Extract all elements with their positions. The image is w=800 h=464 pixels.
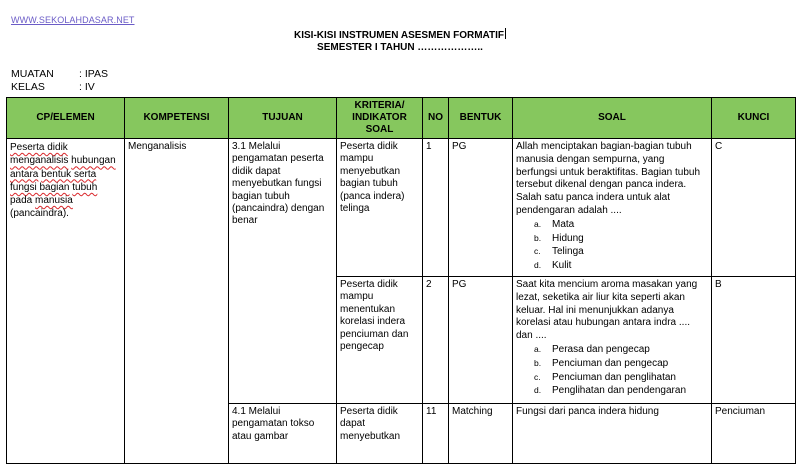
answer-option [534, 384, 707, 398]
document-title: KISI-KISI INSTRUMEN ASESMEN FORMATIF [294, 30, 504, 41]
tujuan-cell: 3.1 Melalui pengamatan peserta didik dapat menyebutkan fungsi bagian tubuh (pancaindra) dengan benar [229, 139, 337, 404]
no-cell: 2 [423, 277, 449, 404]
soal-question: Allah menciptakan bagian-bagian tubuh manusia dengan sempurna, yang berfungsi untuk beraktifitas. Bagian tubuh tersebut dikenal dengan panca indera. Salah satu panca indera untuk alat pendengaran adalah .... [516, 141, 701, 216]
answer-option [534, 357, 707, 371]
soal-question: Saat kita mencium aroma masakan yang lezat, seketika air liur kita seperti akan keluar. Hal ini menunjukkan adanya korelasi atau hubungan antara indra .... dan .... [516, 279, 698, 342]
answer-option [534, 245, 707, 259]
header-kriteria: KRITERIA/ INDIKATOR SOAL [337, 98, 423, 139]
kriteria-cell: Peserta didik dapat menyebutkan [337, 404, 423, 464]
answer-option [534, 259, 707, 273]
kompetensi-cell: Menganalisis [125, 139, 229, 464]
cp-word: bentuk serta [41, 168, 97, 180]
cp-word: hubungan antara [10, 155, 116, 180]
kisi-kisi-table [6, 97, 796, 464]
kunci-cell: Penciuman [712, 404, 796, 464]
soal-question: Fungsi dari panca indera hidung [516, 406, 659, 417]
cp-word: manusia [35, 195, 73, 207]
option-text: Mata [552, 218, 575, 230]
option-mark: d. [534, 385, 542, 396]
site-link[interactable]: WWW.SEKOLAHDASAR.NET [11, 15, 135, 25]
cp-word: fungsi bagian [10, 181, 70, 193]
bentuk-cell: Matching [449, 404, 513, 464]
table-row [7, 139, 796, 277]
header-kompetensi: KOMPETENSI [125, 98, 229, 139]
muatan-label: MUATAN [11, 68, 54, 80]
kelas-label: KELAS [11, 81, 45, 93]
cp-word: Peserta didik [10, 142, 68, 153]
cp-word: pada [10, 195, 33, 207]
kelas-row [11, 81, 95, 94]
no-cell: 11 [423, 404, 449, 464]
answer-option [534, 232, 707, 246]
kriteria-cell: Peserta didik mampu menyebutkan bagian tubuh (panca indera) telinga [337, 139, 423, 277]
text-cursor [505, 28, 506, 39]
answer-option [534, 218, 707, 232]
muatan-row [11, 68, 108, 81]
header-no: NO [423, 98, 449, 139]
table-header-row [7, 98, 796, 139]
option-mark: a. [534, 218, 542, 229]
option-mark: c. [534, 371, 541, 382]
option-text: Perasa dan pengecap [552, 343, 650, 355]
cp-word: tubuh [72, 181, 98, 193]
document-subtitle: SEMESTER I TAHUN ……………….. [317, 42, 483, 53]
header-soal: SOAL [513, 98, 712, 139]
cp-word: (pancaindra). [10, 208, 69, 220]
answer-option [534, 343, 707, 357]
option-mark: b. [534, 357, 542, 368]
kunci-cell: B [712, 277, 796, 404]
kelas-value: : IV [79, 81, 95, 93]
answer-option [534, 371, 707, 385]
header-bentuk: BENTUK [449, 98, 513, 139]
header-cp: CP/ELEMEN [7, 98, 125, 139]
header-tujuan: TUJUAN [229, 98, 337, 139]
option-mark: b. [534, 232, 542, 243]
option-mark: a. [534, 343, 542, 354]
muatan-value: : IPAS [79, 68, 108, 80]
option-mark: c. [534, 246, 541, 257]
option-text: Penciuman dan pengecap [552, 357, 669, 369]
option-text: Kulit [552, 260, 572, 272]
cp-cell [7, 139, 125, 464]
bentuk-cell: PG [449, 277, 513, 404]
option-mark: d. [534, 260, 542, 271]
option-text: Hidung [552, 232, 584, 244]
tujuan-cell: 4.1 Melalui pengamatan tokso atau gambar [229, 404, 337, 464]
option-text: Penglihatan dan pendengaran [552, 385, 687, 397]
kriteria-cell: Peserta didik mampu menentukan korelasi indera penciuman dan pengecap [337, 277, 423, 404]
answer-options [516, 218, 707, 273]
answer-options [516, 343, 707, 398]
header-kunci: KUNCI [712, 98, 796, 139]
kunci-cell: C [712, 139, 796, 277]
option-text: Telinga [552, 246, 584, 258]
bentuk-cell: PG [449, 139, 513, 277]
option-text: Penciuman dan penglihatan [552, 371, 676, 383]
soal-cell [513, 404, 712, 464]
cp-word: menganalisis [10, 155, 69, 167]
soal-cell [513, 277, 712, 404]
soal-cell [513, 139, 712, 277]
no-cell: 1 [423, 139, 449, 277]
